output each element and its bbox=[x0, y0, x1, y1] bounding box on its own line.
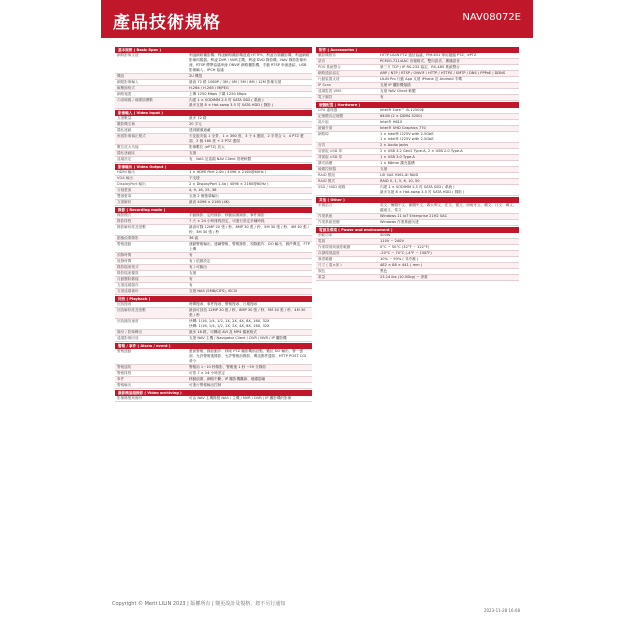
page-title: 產品技術規格 bbox=[113, 13, 221, 33]
section-header: 影像輸出 ( Video Output ) bbox=[115, 164, 312, 170]
section-header: 硬體配置 ( Hardware ) bbox=[316, 102, 519, 108]
spec-value: 支援 bbox=[189, 151, 197, 155]
spec-key: 遠端影像回放 bbox=[117, 336, 139, 340]
spec-key: 影像錄製與備份 bbox=[117, 396, 143, 400]
spec-key: 支援遠端備份 bbox=[117, 289, 139, 293]
spec-key: 網路埠 bbox=[318, 132, 329, 136]
spec-value: 20 字元 bbox=[189, 122, 202, 126]
spec-key: 內部硬碟 / 硬碟插槽數 bbox=[117, 98, 153, 102]
spec-row bbox=[115, 98, 312, 109]
section-header: 回放 ( Playback ) bbox=[115, 296, 312, 302]
spec-table bbox=[316, 233, 519, 281]
spec-value: 最高可回放 12MP 20 張 / 秒、8MP 30 張 / 秒、5M 30 張 / 秒、4M 30 張 / 秒 bbox=[189, 308, 306, 317]
spec-row bbox=[115, 319, 312, 330]
left-spec-column bbox=[115, 46, 312, 402]
spec-key: VGA 輸出 bbox=[117, 176, 134, 180]
spec-key: 解壓縮格式 bbox=[117, 86, 135, 90]
spec-value: 2 × Audio jacks bbox=[380, 143, 409, 147]
spec-row bbox=[115, 383, 312, 389]
spec-value: RAID 0, 1, 5, 6, 10, 50 bbox=[380, 179, 420, 183]
spec-table bbox=[115, 396, 312, 402]
section-header: 其他 ( Other ) bbox=[316, 197, 519, 203]
spec-value: 有 / 依據設定 bbox=[189, 259, 211, 263]
spec-row bbox=[115, 200, 312, 206]
spec-value: 有 bbox=[189, 283, 193, 287]
footer-copyright: Copyright © Merit LILIN 2023 | 版權所有 | 變更設計及規格，恕不另行通知 bbox=[112, 601, 286, 607]
spec-value: 0°C ~ 50°C (32°F ~ 122°F) bbox=[380, 245, 430, 249]
spec-key: 攝影機相容 bbox=[318, 53, 336, 57]
spec-value: 可進行警報輸出控制 bbox=[189, 383, 222, 387]
spec-value: LSI SAS 9361-8i RAID bbox=[380, 173, 419, 177]
spec-key: 魚眼影像矯正模式 bbox=[117, 134, 146, 138]
spec-key: 網路通訊協定 bbox=[318, 71, 340, 75]
spec-value: 達到鏡頭遮蔽 bbox=[189, 128, 211, 132]
spec-value: 黑色 bbox=[380, 269, 388, 273]
spec-key: 雙頭螢幕 bbox=[117, 194, 132, 198]
spec-value: Intel® UHD Graphics 770 bbox=[380, 126, 426, 130]
spec-key: 警報連動 bbox=[117, 349, 132, 353]
spec-row bbox=[316, 220, 519, 226]
spec-value: 最高 4096 × 2160 (4K) bbox=[189, 200, 230, 204]
spec-value: 支援 NAS (SMB/CIFS), iSCSI bbox=[189, 289, 238, 293]
spec-value: 2 × DisplayPort 1.4a ( 4096 × 2160@60Hz ) bbox=[189, 182, 269, 186]
spec-row bbox=[115, 53, 312, 74]
spec-row bbox=[115, 289, 312, 295]
spec-key: 擴充插槽 bbox=[318, 161, 333, 165]
spec-value: HTTP LILIN PTZ 通信協議、PIH-631 專用鍵盤 PTZ、ePTZ bbox=[380, 53, 477, 57]
spec-key: 支援解析 bbox=[117, 200, 132, 204]
spec-key: 事件 bbox=[117, 377, 125, 381]
spec-value: 4, 9, 16, 25, 36 bbox=[189, 188, 217, 192]
spec-key: 錄影檔案覆寫 bbox=[117, 271, 139, 275]
spec-key: 作業系統授權 bbox=[318, 220, 340, 224]
spec-value: 支援 bbox=[189, 271, 197, 275]
spec-key: 作業環境與濕度範圍 bbox=[318, 245, 351, 249]
spec-value: 2U 機殼 bbox=[189, 74, 203, 78]
spec-key: 重量 bbox=[318, 275, 326, 279]
spec-key: 備份 / 影像轉出 bbox=[117, 330, 143, 334]
spec-value: 最多 16 路，可轉成 AVI 及 MP4 檔案格式 bbox=[189, 330, 257, 334]
spec-value: 有 bbox=[189, 253, 193, 257]
spec-key: 警報排程 bbox=[117, 371, 132, 375]
spec-key: 遠端設定 bbox=[117, 157, 132, 161]
spec-key: 數位放大功能 bbox=[117, 145, 139, 149]
spec-table bbox=[316, 203, 519, 226]
spec-key: 電子圖控 bbox=[318, 95, 333, 99]
spec-table bbox=[316, 108, 519, 196]
spec-value: 上傳 1250 Mbps 下載 1250 Mbps bbox=[189, 92, 247, 96]
spec-key: 消耗功率 bbox=[318, 233, 333, 237]
spec-row bbox=[115, 134, 312, 145]
spec-value: 第三方 TCP / IP RS-232 協定、RS-485 系統整合 bbox=[380, 65, 460, 69]
spec-key: 分割畫面 bbox=[117, 188, 132, 192]
spec-key: CPU 處理器 bbox=[318, 108, 338, 112]
spec-key: RAID 模組 bbox=[318, 173, 335, 177]
spec-value: LILIN Pro 行動 App 支援 iPhone 及 Android 手機 bbox=[380, 77, 462, 81]
spec-row bbox=[316, 275, 519, 281]
spec-table bbox=[115, 116, 312, 163]
spec-table bbox=[115, 349, 312, 389]
section-header: 影像輸入 ( Video Input ) bbox=[115, 110, 312, 116]
spec-value: 482 × 88 × 441 ( mm ) bbox=[380, 263, 423, 267]
spec-row bbox=[115, 308, 312, 319]
spec-key: 網路影像支援 bbox=[117, 53, 139, 57]
spec-key: 回放搜尋 bbox=[117, 302, 132, 306]
spec-value: 快轉: 1/16, 1/4, 1/2, 1X, 2X, 4X, 8X, 16X, 32X 快轉: 1/16, 1/4, 1/2, 1X, 2X, 4X, 8X, 16X, 32X bbox=[189, 319, 270, 328]
spec-key: 預錄時間 bbox=[117, 253, 132, 257]
spec-row bbox=[115, 242, 312, 253]
spec-key: IP Scan bbox=[318, 83, 332, 87]
spec-key: 錄影模式 bbox=[117, 213, 132, 217]
spec-value: 最高 72 路 1080P / 3M / 4M / 5M / 8M / 12M 影像支援 bbox=[189, 80, 282, 84]
spec-row bbox=[115, 336, 312, 342]
right-spec-column bbox=[316, 46, 519, 281]
spec-value: ARP / NTP / RTSP / ONVIF / HTTP / HTTPS / SMTP / DNS / PPPoE / DDNS bbox=[380, 71, 506, 75]
spec-key: SSD / HDD 硬碟 bbox=[318, 185, 346, 189]
spec-value: 支援 2 個螢幕輸出 bbox=[189, 194, 219, 198]
spec-key: 記憶體容記憶體 bbox=[318, 114, 344, 118]
spec-value: 手動錄影、定時錄影、移動偵測錄影、事件錄影 bbox=[189, 213, 265, 217]
spec-key: 回放解析度及張數 bbox=[117, 308, 146, 312]
spec-value: 移動偵測、網路中斷、IP 攝影機離線、硬碟損壞 bbox=[189, 377, 266, 381]
spec-key: 支援遠端儲存 bbox=[117, 283, 139, 287]
section-header: 攝影機遠端錄影 ( Video archiving ) bbox=[115, 390, 312, 396]
spec-value: 500W bbox=[380, 233, 391, 237]
spec-key: 隱私遮蔽 bbox=[117, 128, 132, 132]
spec-value: 36 區 bbox=[189, 236, 199, 240]
model-number: NAV08072E bbox=[462, 12, 521, 23]
spec-value: 有，NAS 及遠端 NAV Client 管理軟體 bbox=[189, 157, 252, 161]
spec-table bbox=[115, 170, 312, 206]
spec-key: 尺寸 ( 寬×深 ) bbox=[318, 263, 342, 267]
section-header: 警報 / 事件 ( Alarm / event ) bbox=[115, 343, 312, 349]
spec-key: 晶片組 bbox=[318, 120, 329, 124]
spec-value: 英文、簡體中文、繁體中文、義大利文、法文、德文、西班牙文、俄文、日文、韓文、越南文、泰文 bbox=[380, 203, 517, 212]
spec-value: 可依 7 × 24 小時設定 bbox=[189, 371, 226, 375]
spec-value: 天花板安裝 1 全景、1 × 360 度、3 个 4 畫面、2 半景合 1、4 PTZ 畫面、2 個 180 度 + 2 PTZ 畫面 bbox=[189, 134, 304, 143]
spec-row bbox=[115, 396, 312, 402]
spec-key: 支援數量 bbox=[117, 116, 132, 120]
spec-key: 顏色 bbox=[318, 269, 326, 273]
footer-date: 2023-11-28 16:08 bbox=[483, 608, 520, 613]
spec-key: 動態偵測錄影 bbox=[117, 236, 139, 240]
spec-value: 支援 bbox=[380, 167, 388, 171]
spec-key: 警報通知 bbox=[117, 365, 132, 369]
spec-key: POS 系統整合 bbox=[318, 65, 341, 69]
section-header: 附件 ( Accessories ) bbox=[316, 47, 519, 53]
spec-value: Windows 作業系統內建 bbox=[380, 220, 419, 224]
spec-row bbox=[115, 225, 312, 236]
spec-table bbox=[115, 302, 312, 342]
spec-value: Intel® Core™ i5-12500E bbox=[380, 108, 425, 112]
spec-value: 連動警報輸出、連續警報、警報錄影、預錄動作、DO 輸出、郵件傳送、FTP 上傳 bbox=[189, 242, 310, 251]
spec-value: 1 × HDMI Port 2.0b ( 4096 × 2160@60Hz ) bbox=[189, 170, 267, 174]
spec-key: 遠端監看 VMS bbox=[318, 89, 342, 93]
section-header: 錄影 ( Recording mode ) bbox=[115, 207, 312, 213]
spec-key: 語音 bbox=[318, 59, 326, 63]
spec-value: 2 × USB 3.2 Gen2 Type-A, 2 × USB 2.0 Type-A bbox=[380, 149, 463, 153]
spec-value: 最高可錄 12MP 20 張 / 秒、8MP 30 張 / 秒、5M 30 張 / 秒、4M 30 張 / 秒、3M 30 張 / 秒 bbox=[189, 225, 309, 234]
spec-value: 警報前 1~10 秒錄影、警報後 1 秒 ~59 分錄影 bbox=[189, 365, 266, 369]
spec-value: 有 / 可匯出 bbox=[189, 265, 207, 269]
spec-value: 支援 NAV 主機 / Navigator Client / DVR / NVR / IP 攝影機 bbox=[189, 336, 287, 340]
spec-value: 可由 NAV 主機錄製 NAS / 主機 / NVR / DVR / IP 攝影機的影像 bbox=[189, 396, 292, 400]
spec-table bbox=[316, 53, 519, 101]
spec-row bbox=[316, 95, 519, 101]
spec-key: DisplayPort 輸出 bbox=[117, 182, 146, 186]
spec-key: 繪圖介面 bbox=[318, 126, 333, 130]
spec-key: 錄影解析度及張數 bbox=[117, 225, 146, 229]
spec-value: 不支援 bbox=[189, 176, 200, 180]
spec-value: 內建 1 × SODIMM 2.5 吋 SATA SSD ( 系統 ) 最多支援 8 × Hot-swap 3.5 吋 SATA HDD ( 錄影 ) bbox=[380, 185, 465, 194]
spec-value: 時間搜尋、事件搜尋、警報搜尋、日期搜尋 bbox=[189, 302, 258, 306]
spec-value: Intel® H610 bbox=[380, 120, 403, 124]
spec-value: Windows 11 IoT Enterprise 21H2 SAC bbox=[380, 214, 448, 218]
spec-value: 有 bbox=[380, 95, 384, 99]
spec-value: 7 天 × 24 小時排程設定，可進行設定多種時段 bbox=[189, 219, 265, 223]
spec-key: 後錄時間 bbox=[117, 259, 132, 263]
spec-row bbox=[316, 185, 519, 196]
spec-key: 攝影機名稱 bbox=[117, 122, 135, 126]
spec-value: 110V ~ 240V bbox=[380, 239, 404, 243]
section-header: 電源及環境 ( Power and environment ) bbox=[316, 227, 519, 233]
spec-key: 隱私遮蔽區 bbox=[117, 151, 135, 155]
spec-key: 警報連動 bbox=[117, 242, 132, 246]
spec-table bbox=[115, 213, 312, 295]
spec-table bbox=[115, 53, 312, 109]
spec-row bbox=[115, 349, 312, 365]
spec-row bbox=[316, 203, 519, 214]
spec-value: 畫面警報、錄影動作、移除 PTZ 攝影機預設點、數位 DO 輸出、警一畫面、允許警報後錄影、允許警報前錄影、傳送郵件通知、HTTP POST CGI 命令 bbox=[189, 349, 307, 363]
spec-key: 網路影像輸入 bbox=[117, 80, 139, 84]
spec-key: 前面板 USB 埠 bbox=[318, 149, 343, 153]
spec-value: 1 × Intel® I225V with 2.5GbE 1 × Intel® I225V with 2.5GbE bbox=[380, 132, 434, 141]
spec-value: 有 bbox=[189, 277, 193, 281]
spec-row bbox=[316, 132, 519, 143]
spec-value: 23.14 lbs (10.50kg) ~ 淨重 bbox=[380, 275, 428, 279]
spec-key: 錄影檔案格式 bbox=[117, 265, 139, 269]
spec-value: 1 × USB 3.0 Type-A bbox=[380, 155, 415, 159]
section-header: 基本規格 ( Basic Spec ) bbox=[115, 47, 312, 53]
spec-key: 行動裝置支援 bbox=[318, 77, 340, 81]
spec-key: 機組 bbox=[117, 74, 125, 78]
spec-key: 背面板 USB 埠 bbox=[318, 155, 343, 159]
spec-key: 作業系統 bbox=[318, 214, 333, 218]
spec-value: 10% ~ 90% ( 非冷凝 ) bbox=[380, 257, 419, 261]
spec-key: 自動刪除舊檔 bbox=[117, 277, 139, 281]
spec-key: 音效 bbox=[318, 143, 326, 147]
spec-key: 濕度範圍 bbox=[318, 257, 333, 261]
spec-value: 1 × 68mm 擴充插槽 bbox=[380, 161, 415, 165]
spec-value: H.264 / H.265 / MJPEG bbox=[189, 86, 229, 90]
spec-key: RAID 模式 bbox=[318, 179, 335, 183]
spec-value: 支援 NAV Client 軟體 bbox=[380, 89, 416, 93]
spec-key: 電源 bbox=[318, 239, 326, 243]
spec-value: 內建 1 × SODIMM 2.5 吋 SATA SSD ( 系統 ) 最多支援 8 × Hot-swap 3.5 吋 SATA HDD ( 錄影 ) bbox=[189, 98, 274, 107]
spec-key: 回放播放速度 bbox=[117, 319, 139, 323]
spec-key: 錄影排程 bbox=[117, 219, 132, 223]
spec-row bbox=[115, 157, 312, 163]
spec-key: 多國語言 bbox=[318, 203, 333, 207]
spec-value: 利凌網路攝影機、利凌網路攝影機透過 HTTPS、利凌各類攝影機、利凌網路影像伺服器、利凌 DVR / NVR主機、利凌 DVD 錄影機、NAV 錄影影像串流、RTSP 標準協議串流 ONVIF 網路攝影機、手動 RTSP 串流連結、USB 影像輸入、IPCH 協議 bbox=[189, 53, 310, 72]
spec-value: PCM/G.711/AAC 音頻格式、雙向語音、廣播語音 bbox=[380, 59, 460, 63]
spec-key: 存儲環境溫度 bbox=[318, 251, 340, 255]
spec-key: 警報輸出 bbox=[117, 383, 132, 387]
spec-value: 最多 72 路 bbox=[189, 116, 207, 120]
spec-value: 支援 IP 攝影機掃描 bbox=[380, 83, 411, 87]
spec-key: 硬碟控制器 bbox=[318, 167, 336, 171]
spec-value: -20°C ~ 70°C (-4°F ~ 158°F) bbox=[380, 251, 432, 255]
page-header bbox=[101, 0, 533, 38]
spec-value: 影像數位 (ePTZ) 放大 bbox=[189, 145, 225, 149]
spec-value: 64GB (2 × DDR4 3200) bbox=[380, 114, 422, 118]
spec-key: 網路頻寬 bbox=[117, 92, 132, 96]
spec-key: HDMI 輸出 bbox=[117, 170, 135, 174]
